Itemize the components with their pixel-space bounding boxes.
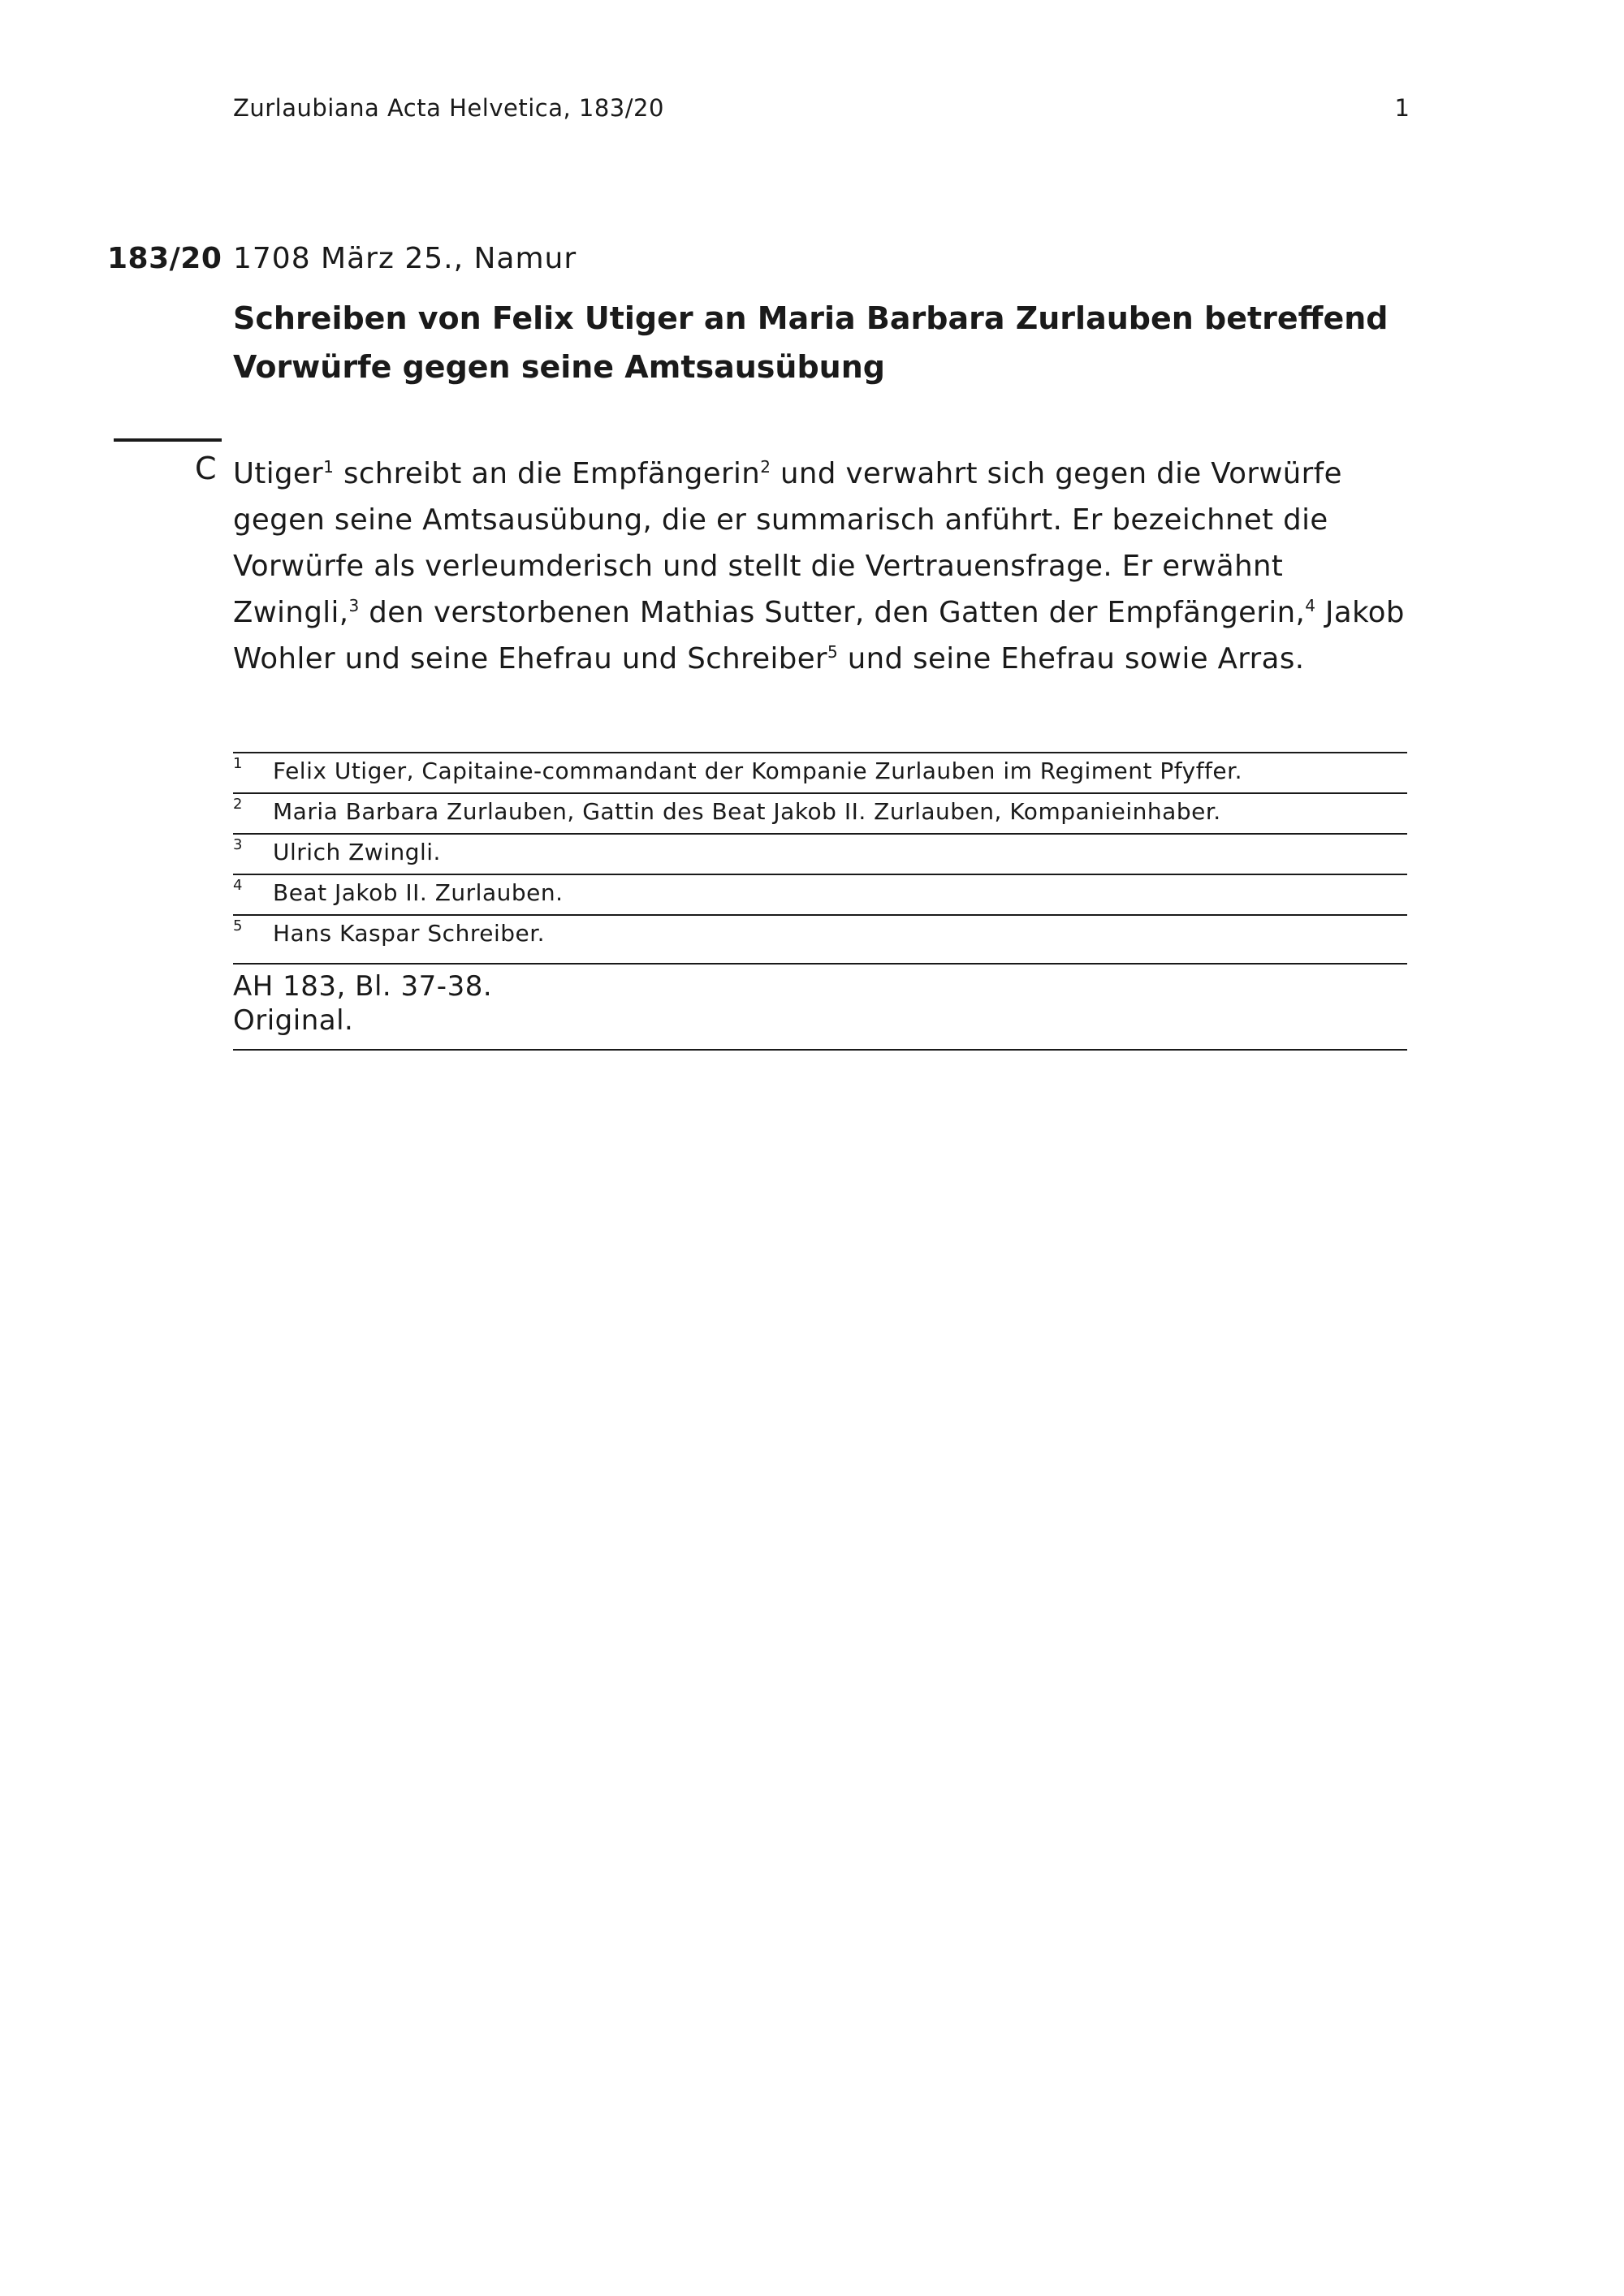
footnote-text: Felix Utiger, Capitaine-commandant der Kompanie Zurlauben im Regiment Pfyffer.	[273, 757, 1242, 784]
footnote-text: Maria Barbara Zurlauben, Gattin des Beat Jakob II. Zurlauben, Kompanieinhaber.	[273, 798, 1221, 825]
footnote-text: Hans Kaspar Schreiber.	[273, 920, 546, 947]
provenance-type: Original.	[233, 1004, 354, 1037]
summary-text: den verstorbenen Mathias Sutter, den Gatten der Empfängerin,	[359, 596, 1306, 629]
footnote-ref[interactable]: 1	[323, 457, 335, 477]
margin-rule	[114, 438, 222, 442]
summary-paragraph	[233, 451, 1415, 682]
provenance-block	[233, 963, 1407, 1051]
footnote-mark: 3	[233, 836, 243, 853]
provenance-source: AH 183, Bl. 37-38.	[233, 970, 493, 1003]
summary-text: und seine Ehefrau sowie Arras.	[838, 642, 1305, 675]
summary-text: Utiger	[233, 457, 324, 490]
footnote-mark: 1	[233, 755, 243, 772]
footnote	[233, 792, 1407, 833]
footnote	[233, 752, 1407, 792]
footnote	[233, 833, 1407, 874]
footnote-ref[interactable]: 2	[760, 457, 771, 477]
running-header: Zurlaubiana Acta Helvetica, 183/20	[233, 94, 664, 122]
footnote-mark: 2	[233, 796, 243, 813]
footnote	[233, 874, 1407, 914]
footnote-mark: 5	[233, 917, 243, 934]
footnote-ref[interactable]: 4	[1305, 596, 1316, 616]
footnote-ref[interactable]: 5	[827, 642, 839, 662]
summary-text: und verwahrt sich gegen die Vorwürfe gegen seine Amtsausübung, die er summarisch anführt. Er bezeichnet die Vorwürfe als verleumderisch und stellt die Vertrauensfrage. Er erwähnt Zwingli,	[233, 457, 1342, 629]
footnote-text: Ulrich Zwingli.	[273, 839, 441, 865]
summary-text: Jakob Wohler und seine Ehefrau und Schreiber	[233, 596, 1405, 675]
summary-text: schreibt an die Empfängerin	[334, 457, 761, 490]
footnote-ref[interactable]: 3	[348, 596, 360, 616]
footnote-text: Beat Jakob II. Zurlauben.	[273, 879, 564, 906]
section-letter: C	[195, 451, 217, 486]
footnote	[233, 914, 1407, 955]
document-number: 183/20	[107, 242, 222, 275]
footnote-list	[233, 752, 1407, 955]
page-number: 1	[1394, 94, 1410, 122]
document-title: Schreiben von Felix Utiger an Maria Barbara Zurlauben betreffend Vorwürfe gegen seine Amtsausübung	[233, 300, 1389, 385]
document-date: 1708 März 25., Namur	[233, 242, 577, 275]
footnote-mark: 4	[233, 877, 243, 894]
